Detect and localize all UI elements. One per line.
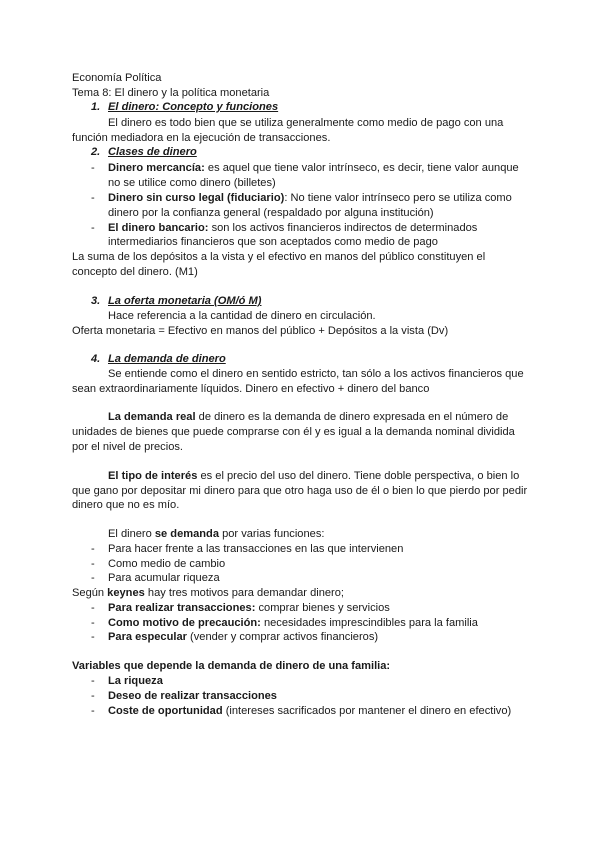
paragraph-line: por el nivel de precios. — [72, 441, 183, 453]
term: Como motivo de precaución: — [108, 617, 261, 629]
list-item — [108, 704, 511, 718]
bullet-dash: - — [91, 162, 95, 174]
list-item: Para hacer frente a las transacciones en las que intervienen — [108, 543, 404, 555]
paragraph-text: Según — [72, 587, 108, 599]
paragraph-line — [72, 586, 344, 600]
section-4-heading: La demanda de dinero — [108, 353, 226, 365]
term: La demanda real — [108, 411, 196, 423]
list-item-continuation: intermediarios financieros que son aceptados como medio de pago — [108, 236, 438, 248]
list-item: Como medio de cambio — [108, 558, 226, 570]
section-2-heading: Clases de dinero — [108, 146, 197, 158]
term: Para realizar transacciones: — [108, 602, 256, 614]
paragraph-line: que gano por depositar mi dinero para que otro haga uso de él o bien lo que pierdo por pedir — [72, 485, 528, 497]
bullet-dash: - — [91, 705, 95, 717]
paragraph-text: por varias funciones: — [219, 528, 325, 540]
list-item: La riqueza — [108, 675, 163, 687]
paragraph-line: El dinero es todo bien que se utiliza generalmente como medio de pago con una — [108, 117, 504, 129]
section-4-number: 4. — [91, 353, 101, 365]
paragraph-line: Se entiende como el dinero en sentido estricto, tan sólo a los activos financieros que — [108, 368, 524, 380]
paragraph-line: concepto del dinero. (M1) — [72, 266, 198, 278]
paragraph-line — [108, 469, 519, 483]
section-1-number: 1. — [91, 101, 101, 113]
list-item-continuation: no se utilice como dinero (billetes) — [108, 177, 276, 189]
list-item-text: (intereses sacrificados por mantener el dinero en efectivo) — [222, 705, 512, 717]
term: keynes — [107, 587, 145, 599]
paragraph-line — [108, 410, 508, 424]
bullet-dash: - — [91, 572, 95, 584]
bullet-dash: - — [91, 543, 95, 555]
list-item-text: necesidades imprescindibles para la familia — [260, 617, 478, 629]
term: El tipo de interés — [108, 470, 198, 482]
term: El dinero bancario: — [108, 222, 209, 234]
bullet-dash: - — [91, 690, 95, 702]
paragraph-line: función mediadora en la ejecución de transacciones. — [72, 132, 331, 144]
doc-subtitle: Tema 8: El dinero y la política monetaria — [72, 87, 270, 99]
list-item-text: es aquel que tiene valor intrínseco, es decir, tiene valor aunque — [204, 162, 519, 174]
list-item — [108, 191, 512, 205]
section-1-heading: El dinero: Concepto y funciones — [108, 101, 279, 113]
bullet-dash: - — [91, 675, 95, 687]
bullet-dash: - — [91, 617, 95, 629]
paragraph-line: sean extraordinariamente líquidos. Dinero en efectivo + dinero del banco — [72, 383, 430, 395]
list-item — [108, 161, 519, 175]
term: Dinero sin curso legal (fiduciario) — [108, 192, 285, 204]
bullet-dash: - — [91, 222, 95, 234]
paragraph-line: unidades de bienes que puede comprarse con él y es igual a la demanda nominal dividida — [72, 426, 515, 438]
term: Coste de oportunidad — [108, 705, 223, 717]
section-2-number: 2. — [91, 146, 101, 158]
paragraph-text: de dinero es la demanda de dinero expresada en el número de — [195, 411, 509, 423]
list-item-text: son los activos financieros indirectos de determinados — [208, 222, 478, 234]
paragraph-line: Hace referencia a la cantidad de dinero en circulación. — [108, 310, 376, 322]
paragraph-line — [108, 527, 324, 541]
variables-heading: Variables que depende la demanda de dinero de una familia: — [72, 660, 391, 672]
list-item-text: comprar bienes y servicios — [255, 602, 390, 614]
list-item-text: : No tiene valor intrínseco pero se utiliza como — [284, 192, 512, 204]
list-item — [108, 221, 477, 235]
paragraph-line: La suma de los depósitos a la vista y el efectivo en manos del público constituyen el — [72, 251, 486, 263]
bullet-dash: - — [91, 631, 95, 643]
bullet-dash: - — [91, 192, 95, 204]
list-item-continuation: dinero por la confianza general (respaldado por alguna institución) — [108, 207, 434, 219]
list-item — [108, 601, 390, 615]
list-item: Para acumular riqueza — [108, 572, 220, 584]
list-item: Deseo de realizar transacciones — [108, 690, 277, 702]
paragraph-text: El dinero — [108, 528, 155, 540]
section-3-heading: La oferta monetaria (OM/ó M) — [108, 295, 262, 307]
bullet-dash: - — [91, 558, 95, 570]
list-item — [108, 616, 478, 630]
paragraph-line: Oferta monetaria = Efectivo en manos del público + Depósitos a la vista (Dv) — [72, 325, 449, 337]
paragraph-text: hay tres motivos para demandar dinero; — [144, 587, 344, 599]
bullet-dash: - — [91, 602, 95, 614]
doc-title: Economía Política — [72, 72, 162, 84]
term: Dinero mercancía: — [108, 162, 205, 174]
list-item-text: (vender y comprar activos financieros) — [186, 631, 379, 643]
term: Para especular — [108, 631, 187, 643]
list-item — [108, 630, 378, 644]
term: se demanda — [154, 528, 219, 540]
section-3-number: 3. — [91, 295, 101, 307]
paragraph-line: dinero que no es mío. — [72, 499, 180, 511]
paragraph-text: es el precio del uso del dinero. Tiene doble perspectiva, o bien lo — [197, 470, 520, 482]
